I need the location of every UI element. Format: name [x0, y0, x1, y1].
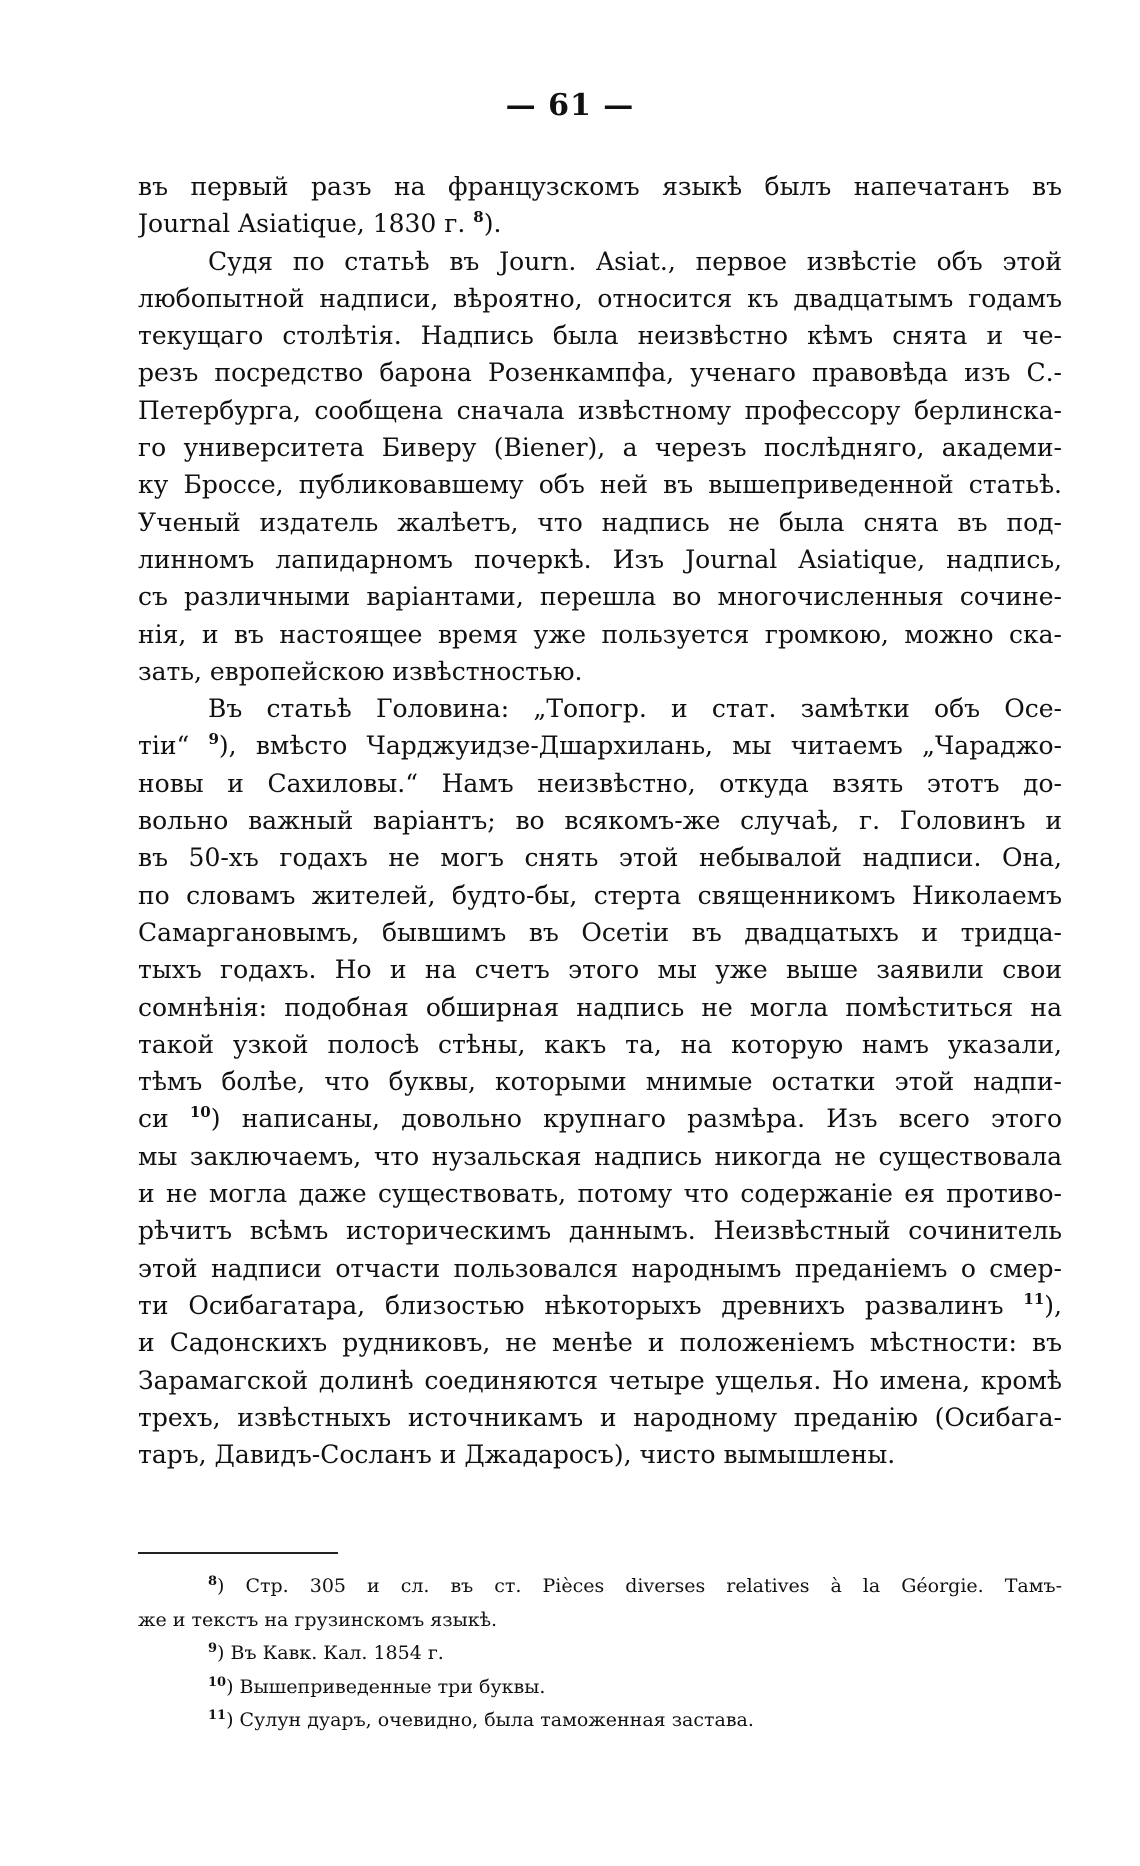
footnotes [138, 1570, 1062, 1738]
text-line: Петербурга, сообщена сначала извѣстному профессору берлинска- [138, 395, 1062, 425]
text-line: мы заключаемъ, что нузальская надпись никогда не существовала [138, 1141, 1062, 1171]
text-line: сомнѣнія: подобная обширная надпись не могла помѣститься на [138, 992, 1062, 1022]
text-line: Journal Asiatique, 1830 г. $^8$). [138, 208, 502, 239]
footnote-continuation: же и текстъ на грузинскомъ языкѣ. [138, 1608, 498, 1631]
text-line: Ученый издатель жалѣетъ, что надпись не была снята въ под- [138, 507, 1062, 537]
text-line: и не могла даже существовать, потому что содержаніе ея противо- [138, 1179, 1062, 1209]
body-text [138, 168, 1062, 1473]
footnote: $^9$) Въ Кавк. Кал. 1854 г. [208, 1641, 444, 1664]
text-line: тіи“ $^9$), вмѣсто Чарджуидзе-Дшархилань, мы читаемъ „Чараджо- [138, 730, 1062, 761]
text-line: съ различными варіантами, перешла во многочисленныя сочине- [138, 582, 1062, 612]
text-line: тѣмъ болѣе, что буквы, которыми мнимые остатки этой надпи- [138, 1067, 1062, 1097]
text-line: въ первый разъ на французскомъ языкѣ былъ напечатанъ въ [138, 172, 1062, 201]
footnote: $^8$) Стр. 305 и сл. въ ст. Pièces diverses relatives à la Géorgie. Тамъ- [208, 1574, 1062, 1597]
page-number: — 61 — [505, 88, 635, 123]
text-line: таръ, Давидъ-Сосланъ и Джадаросъ), чисто вымышлены. [138, 1440, 896, 1470]
text-line: такой узкой полосѣ стѣны, какъ та, на которую намъ указали, [138, 1029, 1062, 1059]
text-line: линномъ лапидарномъ почеркѣ. Изъ Journal Asiatique, надпись, [138, 544, 1062, 574]
text-line: трехъ, извѣстныхъ источникамъ и народному преданію (Осибага- [138, 1402, 1062, 1432]
text-line: ти Осибагатара, близостью нѣкоторыхъ древнихъ развалинъ $^{11}$), [138, 1289, 1062, 1320]
text-line: резъ посредство барона Розенкампфа, ученаго правовѣда изъ С.- [138, 358, 1062, 388]
footnote-divider [138, 1552, 338, 1554]
text-line: любопытной надписи, вѣроятно, относится къ двадцатымъ годамъ [138, 283, 1062, 313]
text-line: си $^{10}$) написаны, довольно крупнаго размѣра. Изъ всего этого [138, 1103, 1062, 1134]
footnote-ref: 8 [473, 208, 484, 227]
footnote-number: 10 [208, 1674, 227, 1690]
text-line: Въ статьѣ Головина: „Топогр. и стат. замѣтки объ Осе- [208, 694, 1062, 724]
text-line: го университета Биверу (Biener), а черезъ послѣдняго, академи- [138, 433, 1062, 463]
footnote-number: 8 [208, 1574, 218, 1589]
text-line: ку Броссе, публиковавшему объ ней въ вышеприведенной статьѣ. [138, 470, 1062, 500]
text-line: Судя по статьѣ въ Journ. Asiat., первое извѣстіе объ этой [208, 246, 1062, 276]
footnote-ref: 11 [1023, 1289, 1045, 1308]
footnote-number: 11 [208, 1708, 227, 1723]
footnote-number: 9 [208, 1641, 218, 1656]
text-line: текущаго столѣтія. Надпись была неизвѣстно кѣмъ снята и че- [138, 321, 1062, 351]
footnote-ref: 9 [208, 730, 219, 749]
footnote: $^{11}$) Сулун дуаръ, очевидно, была таможенная застава. [208, 1708, 754, 1731]
text-line: по словамъ жителей, будто-бы, стерта священникомъ Николаемъ [138, 880, 1062, 910]
text-line: вольно важный варіантъ; во всякомъ-же случаѣ, г. Головинъ и [138, 806, 1062, 836]
footnote-ref: 10 [189, 1103, 211, 1122]
text-line: и Садонскихъ рудниковъ, не менѣе и положеніемъ мѣстности: въ [138, 1328, 1062, 1358]
text-line: Зарамагской долинѣ соединяются четыре ущелья. Но имена, кромѣ [138, 1365, 1062, 1395]
text-line: этой надписи отчасти пользовался народнымъ преданіемъ о смер- [138, 1253, 1062, 1283]
text-line: тыхъ годахъ. Но и на счетъ этого мы уже выше заявили свои [138, 955, 1062, 985]
footnote: $^{10}$) Вышеприведенные три буквы. [208, 1674, 546, 1698]
text-line: въ 50-хъ годахъ не могъ снять этой небывалой надписи. Она, [138, 843, 1062, 873]
text-line: рѣчитъ всѣмъ историческимъ даннымъ. Неизвѣстный сочинитель [138, 1216, 1062, 1246]
text-line: новы и Сахиловы.“ Намъ неизвѣстно, откуда взять этотъ до- [138, 768, 1062, 798]
text-line: нія, и въ настоящее время уже пользуется громкою, можно ска- [138, 619, 1062, 649]
text-line: Самаргановымъ, бывшимъ въ Осетіи въ двадцатыхъ и тридца- [138, 917, 1062, 947]
text-line: зать, европейскою извѣстностью. [138, 656, 583, 686]
